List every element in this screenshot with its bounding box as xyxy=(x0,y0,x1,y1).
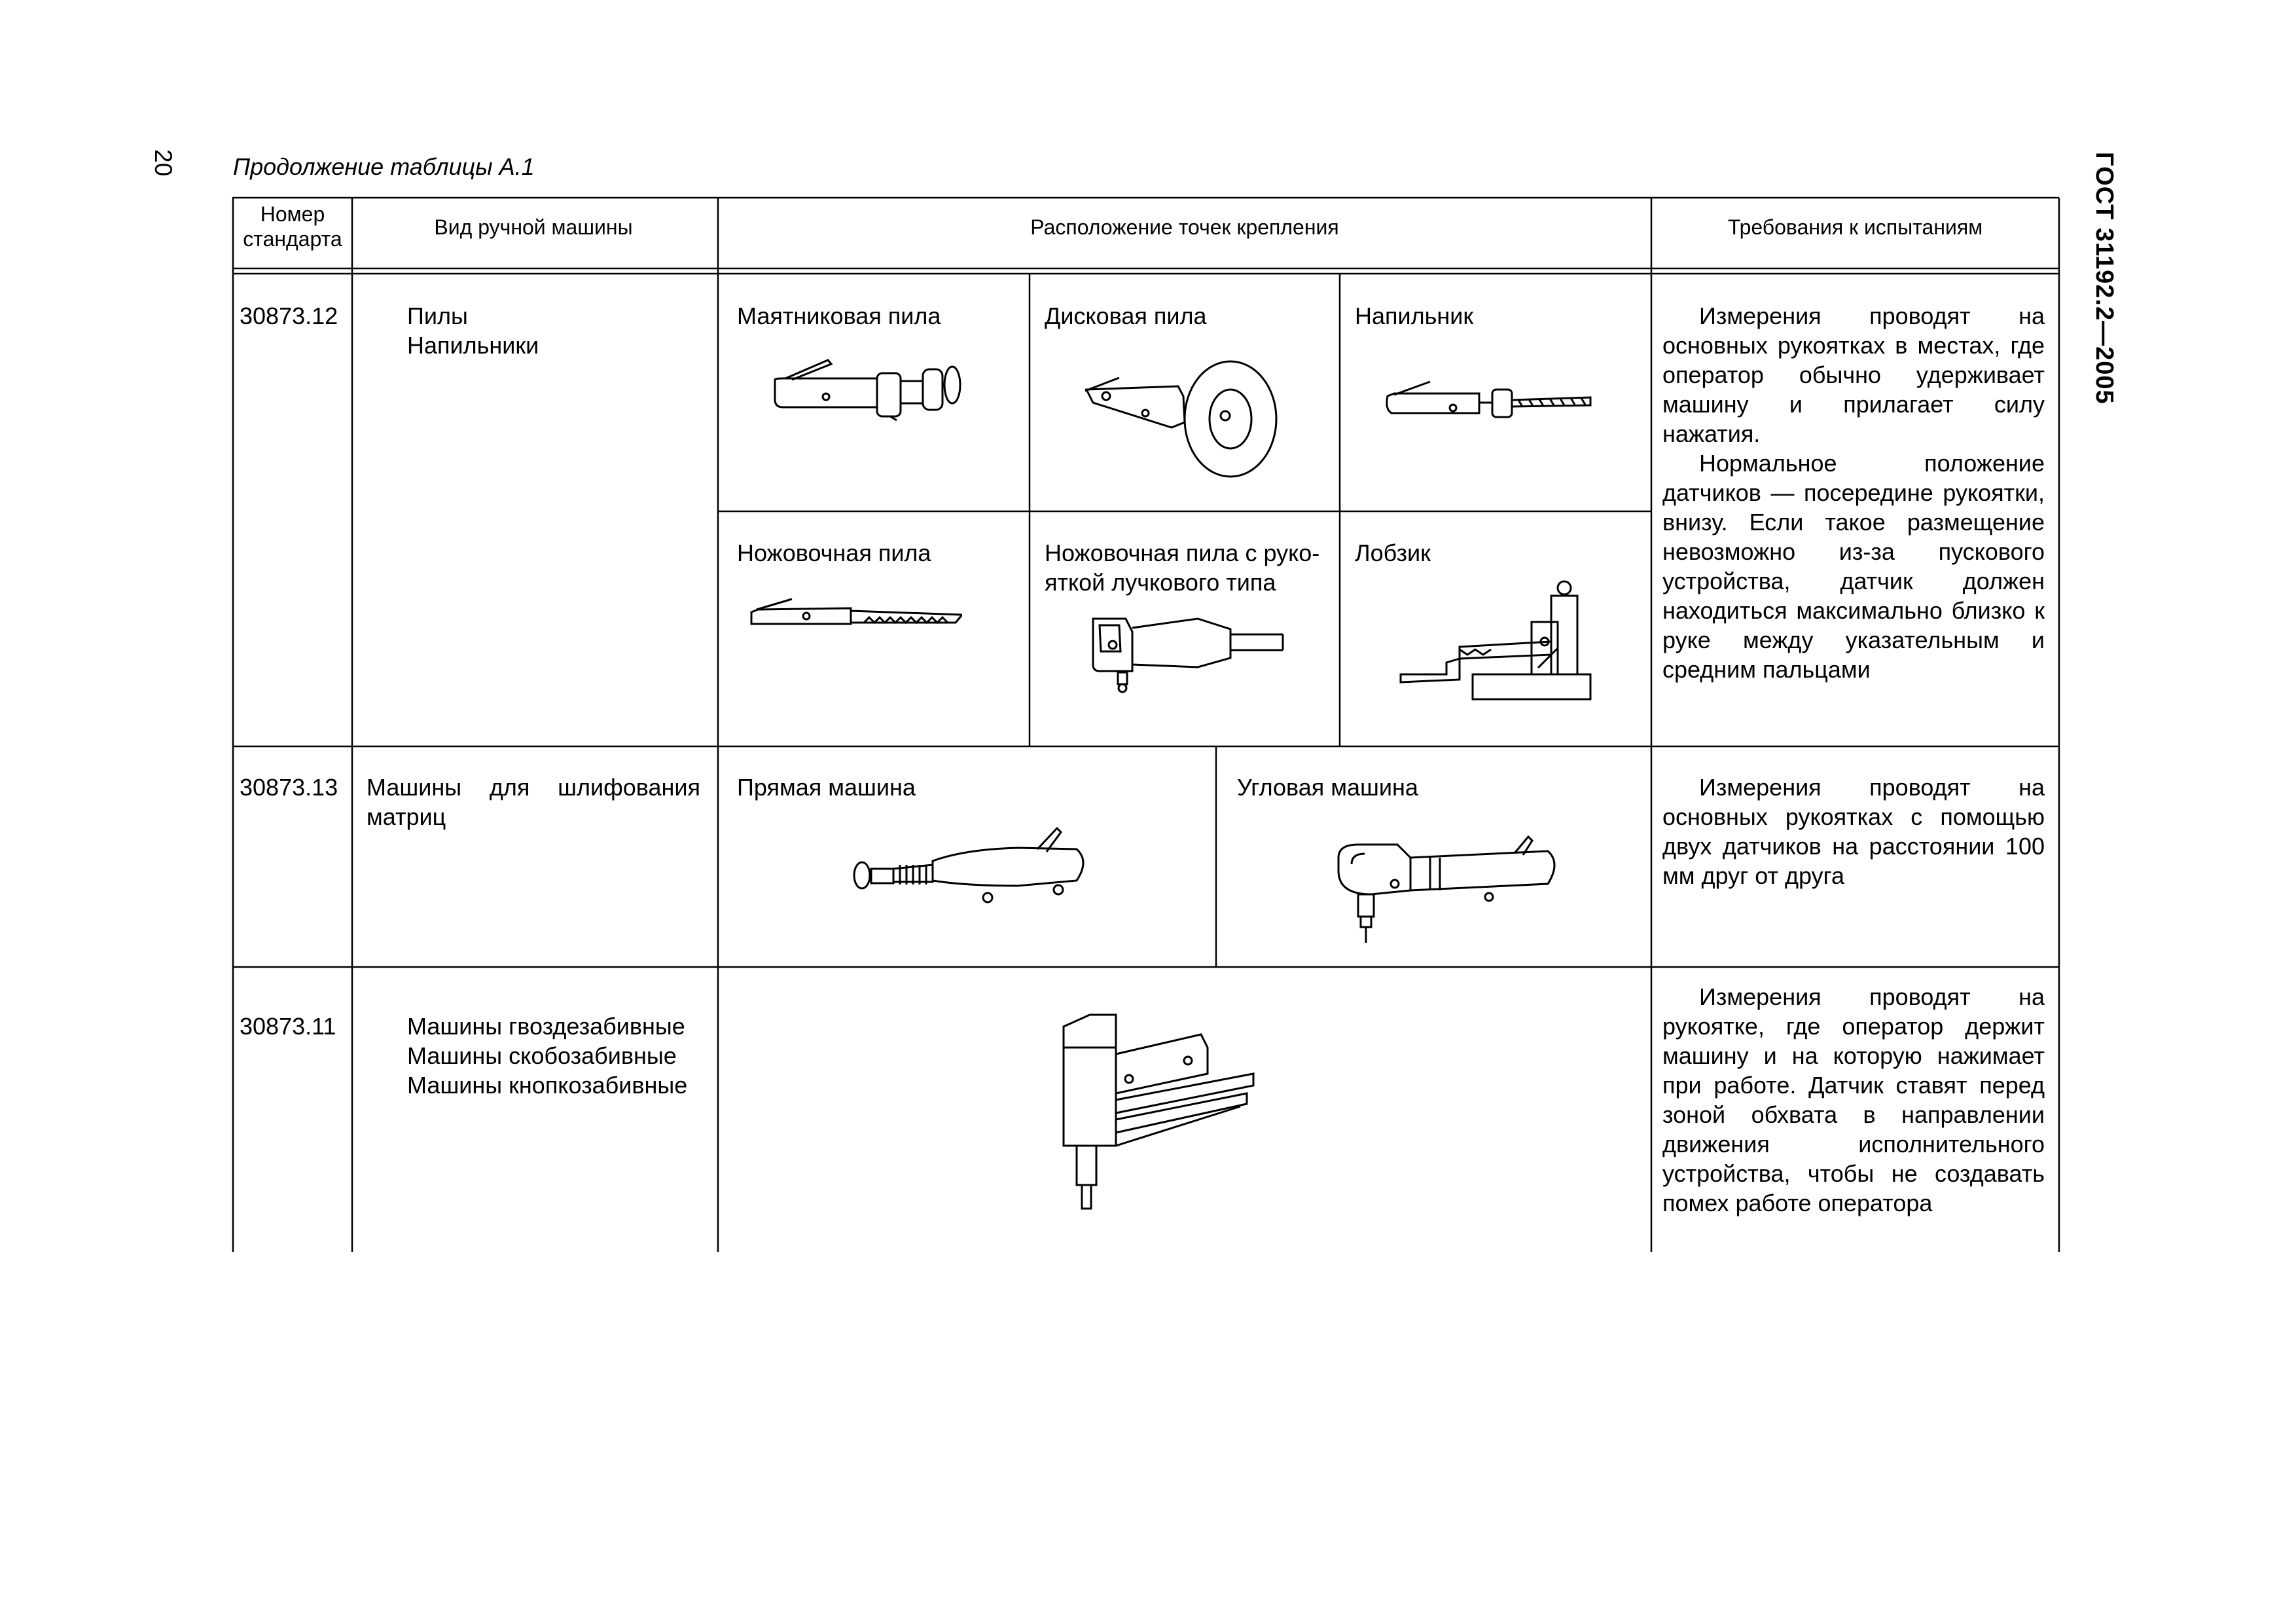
header-mount-points: Расположение точек крепления xyxy=(1030,215,1339,239)
tool-label-bow-hacksaw: яткой лучкового типа xyxy=(1045,569,1276,596)
header-machine-type: Вид ручной машины xyxy=(434,215,633,239)
row-machine-name: Машины для шлифования матриц xyxy=(367,774,700,830)
row-machine-name: Машины кнопкозабивные xyxy=(407,1072,688,1099)
angle-grinder-icon xyxy=(1332,831,1568,949)
pendulum-saw-icon xyxy=(766,347,969,426)
header-test-requirements: Требования к испытаниям xyxy=(1727,215,1983,239)
row-machine-name: Машины гвоздезабивные xyxy=(407,1013,685,1040)
tool-label-angle-grinder: Угловая машина xyxy=(1237,774,1418,801)
tool-label-file: Напильник xyxy=(1355,302,1474,329)
tool-label-pendulum-saw: Маятниковая пила xyxy=(737,302,941,329)
requirements-text: Нормальное положение датчиков — посередине рукоятки, внизу. Если такое размещение невозможно из-за пускового устройства, датчик должен находиться максимально близко к руке между указательным и средним пальцами xyxy=(1662,450,2045,683)
row-machine-name: Машины скобозабивные xyxy=(407,1042,677,1069)
row-machine-name: Пилы xyxy=(407,302,468,329)
document-code: ГОСТ 31192.2—2005 xyxy=(2090,152,2118,405)
tool-label-straight-grinder: Прямая машина xyxy=(737,774,916,801)
row-standard-number: 30873.13 xyxy=(240,774,338,801)
nailer-stapler-icon xyxy=(1050,1008,1266,1218)
requirements-text: Измерения проводят на рукоятке, где оператор держит машину и на которую нажимает при работе. Датчик ставят перед зоной обхвата в направлении движения исполнительного устройства, чтобы не создавать помех работе оператора xyxy=(1662,983,2045,1216)
straight-grinder-icon xyxy=(848,822,1096,926)
table-continuation-title: Продолжение таблицы А.1 xyxy=(233,153,535,180)
circular-saw-icon xyxy=(1080,350,1289,481)
header-standard-number: Номер стандарта xyxy=(243,202,342,251)
page-number: 20 xyxy=(150,149,177,177)
requirements-text: Измерения проводят на основных рукоятках с помощью двух датчиков на расстоянии 100 мм друг от друга xyxy=(1662,774,2045,889)
tool-label-jigsaw: Лобзик xyxy=(1355,539,1431,566)
hacksaw-icon xyxy=(746,593,962,638)
tool-label-bow-hacksaw: Ножовочная пила с руко- xyxy=(1045,539,1320,566)
bow-handle-hacksaw-icon xyxy=(1086,612,1296,697)
file-tool-icon xyxy=(1381,376,1597,429)
row-standard-number: 30873.12 xyxy=(240,302,338,329)
row-standard-number: 30873.11 xyxy=(240,1013,336,1040)
jigsaw-icon xyxy=(1394,576,1604,707)
tool-label-circular-saw: Дисковая пила xyxy=(1045,302,1207,329)
requirements-text: Измерения проводят на основных рукоятках в местах, где оператор обычно удерживает машину и прилагает силу нажатия. xyxy=(1662,302,2045,447)
row-machine-name: Напильники xyxy=(407,332,539,359)
tool-label-hacksaw: Ножовочная пила xyxy=(737,539,931,566)
